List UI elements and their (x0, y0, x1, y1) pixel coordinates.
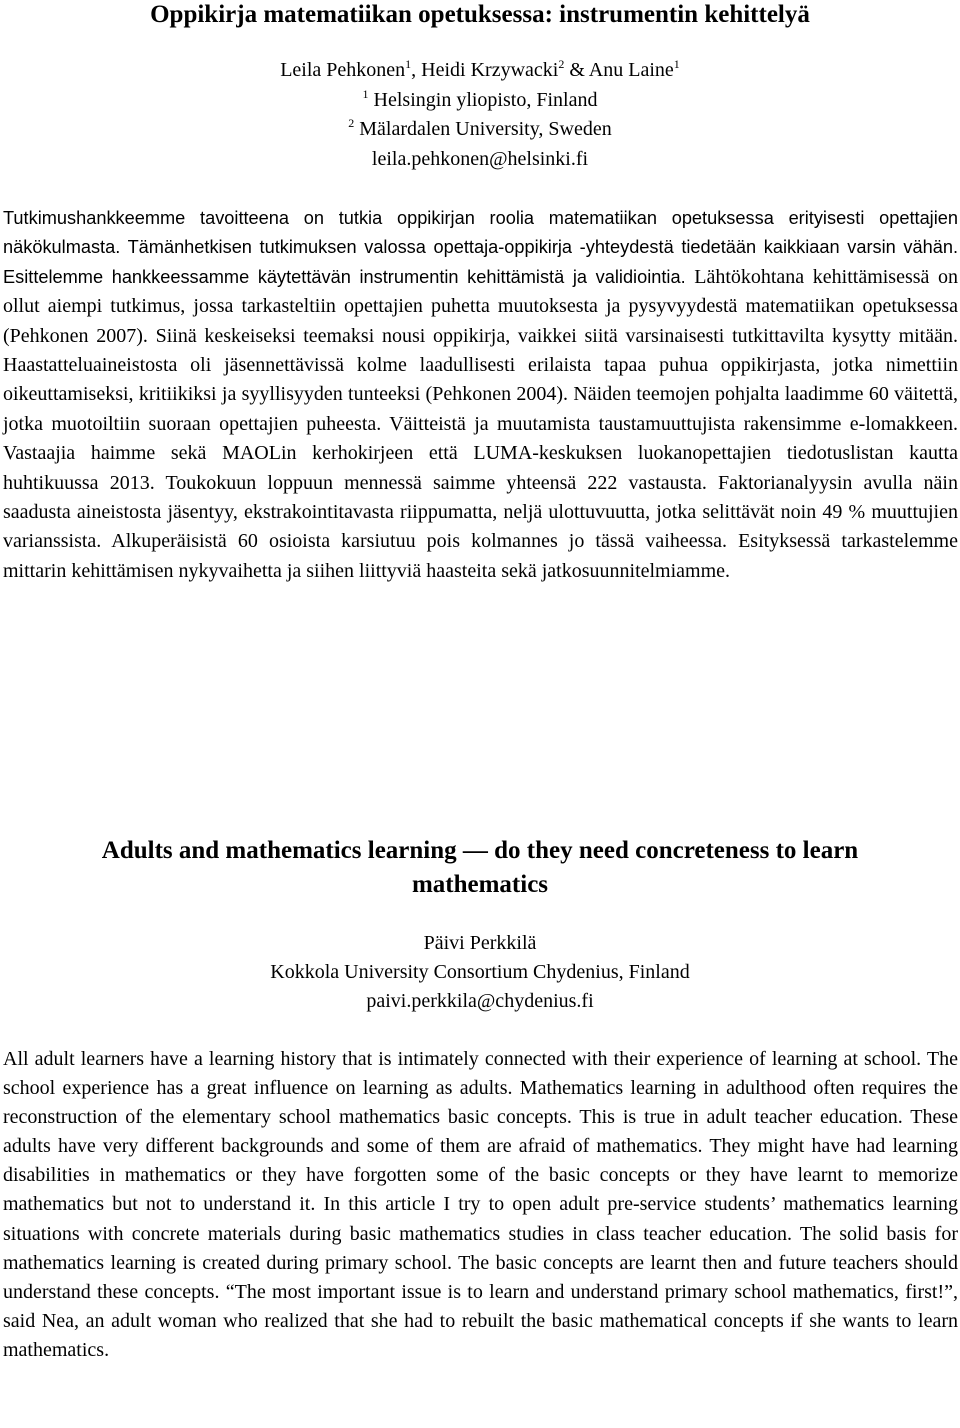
author-name: Heidi Krzywacki (421, 59, 559, 81)
affiliation-text: Helsingin yliopisto, Finland (373, 89, 598, 111)
paper1-affiliation-2 (0, 115, 960, 144)
paper2-title (0, 834, 960, 902)
affiliation-text: Mälardalen University, Sweden (359, 118, 612, 140)
author-name: & Anu Laine (569, 59, 674, 81)
abstract-part: Tutkimushankkeemme tavoitteena on tutkia oppikirjan roolia matematiikan opetuksessa erityisesti opettajien näkökulmasta. Tämänhetkisen tutkimuksen valossa opettaja-oppikirja -yhteydestä tiedetään kaikkiaan varsin vähän. Esittelemme hankkeessamme käytettävän instrumentin kehittämistä ja validiointia. (3, 208, 958, 287)
abstract-part: Lähtökohtana kehittämisessä on ollut aiempi tutkimus, jossa tarkasteltiin opettajien puhetta muutoksesta ja pysyvyydestä matematiikan opetuksessa (Pehkonen 2007). Siinä keskeiseksi teemaksi nousi oppikirja, vaikkei siitä varsinaisesti tutkittavilta kysytty mitään. Haastatteluaineistosta oli jäsennettävissä kolme laadullisesti erilaista tapaa puhua oppikirjasta, jotka nimettiin oikeuttamiseksi, kritiikiksi ja syyllisyyden tunteeksi (Pehkonen 2004). Näiden teemojen pohjalta laadimme 60 väitettä, jotka muotoiltiin suoraan opettajien puheesta. Väitteistä ja muutamista taustamuuttujista rakensimme e-lomakkeen. Vastaajia haimme sekä MAOLin kerhokirjeen että LUMA-keskuksen luokanopettajien tiedotuslistan kautta huhtikuussa 2013. Toukokuun loppuun mennessä saimme yhteensä 222 vastausta. Faktorianalyysin avulla näin saadusta aineistosta jäsentyy, ekstrakointitavasta riippumatta, neljä ulottuvuutta, jotka selittävät noin 49 % muuttujien varianssista. Alkuperäisistä 60 osioista karsiutuu pois kolmannes jo tässä vaiheessa. Esityksessä tarkastelemme mittarin kehittämisen nykyvaihetta ja siihen liittyviä haasteita sekä jatkosuunnitelmiamme. (3, 265, 959, 582)
paper2-abstract: All adult learners have a learning history that is intimately connected with their experience of learning at school. The school experience has a great influence on learning as adults. Mathematics learning in adulthood often requires the reconstruction of the elementary school mathematics basic concepts. This is true in adult teacher education. These adults have very different backgrounds and some of them are afraid of mathematics. They might have had learning disabilities in mathematics or they have forgotten some of the basic concepts or they have learnt to memorize mathematics but not to understand it. In this article I try to open adult pre-service students’ mathematics learning situations with concrete materials during basic mathematics studies in class teacher education. The solid basis for mathematics learning is created during primary school. The basic concepts are learnt then and future teachers should understand these concepts. “The most important issue is to learn and understand primary school mathematics, first!”, said Nea, an adult woman who realized that she had to rebuilt the basic mathematical concepts if she wants to learn mathematics. (3, 1048, 958, 1361)
paper2-email: paivi.perkkila@chydenius.fi (366, 990, 594, 1012)
paper1-authors: Leila Pehkonen$^1$, Heidi Krzywacki$^2$ & Anu Laine$^1$ (280, 57, 680, 81)
paper2-author: Päivi Perkkilä (423, 932, 537, 954)
affiliation-marker: 2 (558, 57, 565, 71)
affiliation-marker: 1 (362, 87, 369, 101)
affiliation-marker: 1 (673, 57, 680, 71)
paper1-abstract (3, 204, 958, 586)
affiliation-marker: 2 (348, 116, 355, 130)
paper1-email: leila.pehkonen@helsinki.fi (371, 148, 589, 170)
affiliation-marker: 1 (405, 57, 412, 71)
paper2-affiliation: Kokkola University Consortium Chydenius, Finland (270, 961, 690, 983)
title-line: Adults and mathematics learning — do they need concreteness to learn (101, 837, 859, 864)
author-name: Leila Pehkonen (280, 59, 406, 81)
title-line: mathematics (411, 871, 549, 898)
paper1-title: Oppikirja matematiikan opetuksessa: instrumentin kehittelyä (150, 1, 810, 28)
paper1-affiliation-1 (0, 86, 960, 115)
